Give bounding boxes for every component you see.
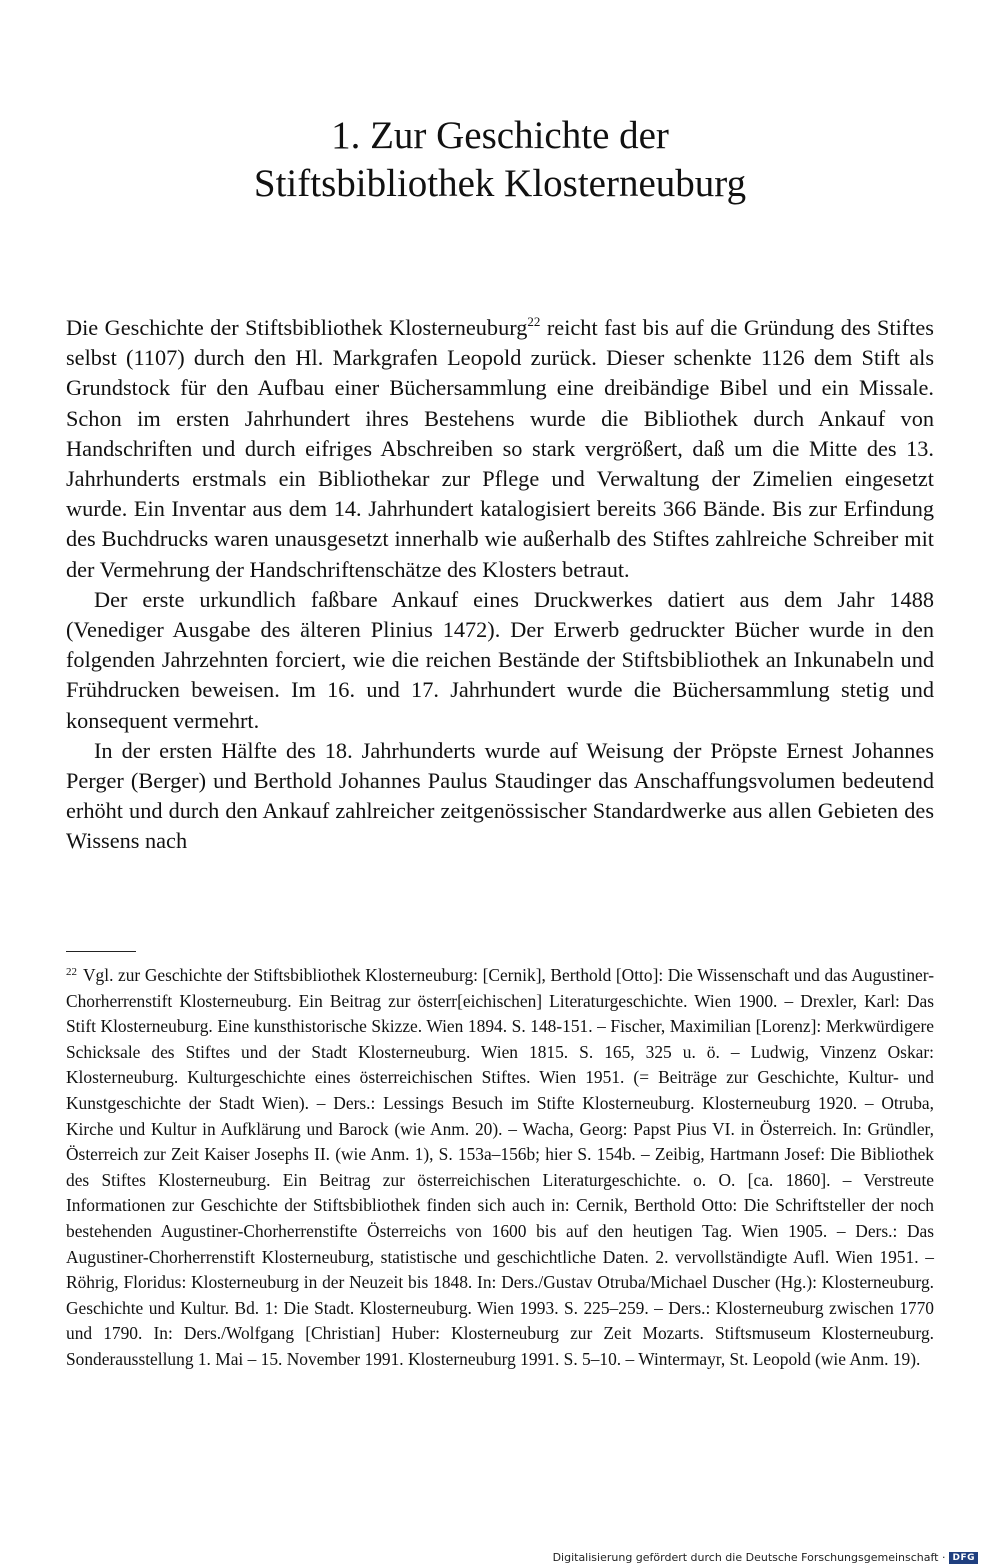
paragraph-3: In der ersten Hälfte des 18. Jahrhunderts wurde auf Weisung der Pröpste Ernest Johannes Perger (Berger) und Berthold Johannes Paulus Staudinger das Anschaffungsvolumen bedeutend erhöht und durch den Ankauf zahlreicher zeitgenössischer Standardwerke aus allen Gebieten des Wissens nach <box>66 737 934 854</box>
footnote-separator <box>66 951 136 952</box>
footnote-22 <box>66 963 934 1373</box>
footnote-reference-22[interactable]: 22 <box>527 314 541 329</box>
chapter-title-text-1: Zur Geschichte der <box>370 114 669 157</box>
chapter-title-line-1 <box>0 112 1000 160</box>
digitization-banner <box>553 1551 978 1564</box>
footnote-number: 22 <box>66 966 77 978</box>
digitization-banner-text: Digitalisierung gefördert durch die Deutsche Forschungsgemeinschaft · <box>552 1551 946 1564</box>
body-text <box>66 313 934 857</box>
paragraph-1-start: Die Geschichte der Stiftsbibliothek Klosterneuburg <box>66 315 528 340</box>
footnote-text: Vgl. zur Geschichte der Stiftsbibliothek Klosterneuburg: [Cernik], Berthold [Otto]: Die Wissenschaft und das Augustiner-Chorherrenstift Klosterneuburg. Ein Beitrag zur österr[eichischen] Literaturgeschichte. Wien 1900. – Drexler, Karl: Das Stift Klosterneuburg. Eine kunsthistorische Skizze. Wien 1894. S. 148-151. – Fischer, Maximilian [Lorenz]: Merkwürdigere Schicksale des Stiftes und der Stadt Klosterneuburg. Wien 1815. S. 165, 325 u. ö. – Ludwig, Vinzenz Oskar: Klosterneuburg. Kulturgeschichte eines österreichischen Stiftes. Wien 1951. (= Beiträge zur Geschichte, Kultur- und Kunstgeschichte der Stadt Wien). – Ders.: Lessings Besuch im Stifte Klosterneuburg. Klosterneuburg 1920. – Otruba, Kirche und Kultur in Aufklärung und Barock (wie Anm. 20). – Wacha, Georg: Papst Pius VI. in Österreich. In: Gründler, Österreich zur Zeit Kaiser Josephs II. (wie Anm. 1), S. 153a–156b; hier S. 154b. – Zeibig, Hartmann Josef: Die Bibliothek des Stiftes Klosterneuburg. Ein Beitrag zur österreichischen Literaturgeschichte. o. O. [ca. 1860]. – Verstreute Informationen zur Geschichte der Stiftsbibliothek finden sich auch in: Cernik, Berthold Otto: Die Schriftsteller der noch bestehenden Augustiner-Chorherrenstifte Österreichs von 1600 bis auf den heutigen Tag. Wien 1905. – Ders.: Das Augustiner-Chorherrenstift Klosterneuburg, statistische und geschichtliche Daten. 2. vervollständigte Aufl. Wien 1951. – Röhrig, Floridus: Klosterneuburg in der Neuzeit bis 1848. In: Ders./Gustav Otruba/Michael Duscher (Hg.): Klosterneuburg. Geschichte und Kultur. Bd. 1: Die Stadt. Klosterneuburg. Wien 1993. S. 225–259. – Ders.: Klosterneuburg zwischen 1770 und 1790. In: Ders./Wolfgang [Christian] Huber: Klosterneuburg zur Zeit Mozarts. Stiftsmuseum Klosterneuburg. Sonderausstellung 1. Mai – 15. November 1991. Klosterneuburg 1991. S. 5–10. – Wintermayr, St. Leopold (wie Anm. 19). <box>66 965 934 1369</box>
dfg-logo-icon: DFG <box>949 1552 978 1564</box>
chapter-title-line-2: Stiftsbibliothek Klosterneuburg <box>253 162 747 205</box>
chapter-title <box>0 112 1000 208</box>
paragraph-1-rest: reicht fast bis auf die Gründung des Stiftes selbst (1107) durch den Hl. Markgrafen Leopold zurück. Dieser schenkte 1126 dem Stift als Grundstock für den Aufbau einer Büchersammlung eine dreibändige Bibel und ein Missale. Schon im ersten Jahrhundert ihres Bestehens wurde die Bibliothek durch Ankauf von Handschriften und durch eifriges Abschreiben so stark vergrößert, daß um die Mitte des 13. Jahrhunderts erstmals ein Bibliothekar zur Pflege und Verwaltung der Zimelien eingesetzt wurde. Ein Inventar aus dem 14. Jahrhundert katalogisiert bereits 366 Bände. Bis zur Erfindung des Buchdrucks waren unausgesetzt innerhalb wie außerhalb des Stiftes zahlreiche Schreiber mit der Vermehrung der Handschriftenschätze des Klosters betraut. <box>66 315 934 582</box>
paragraph-2: Der erste urkundlich faßbare Ankauf eines Druckwerkes datiert aus dem Jahr 1488 (Venediger Ausgabe des älteren Plinius 1472). Der Erwerb gedruckter Bücher wurde in den folgenden Jahrzehnten forciert, wie die reichen Bestände der Stiftsbibliothek an Inkunabeln und Frühdrucken beweisen. Im 16. und 17. Jahrhundert wurde die Büchersammlung stetig und konsequent vermehrt. <box>66 586 934 733</box>
chapter-number: 1. <box>331 114 361 157</box>
paragraph-1 <box>66 313 934 585</box>
